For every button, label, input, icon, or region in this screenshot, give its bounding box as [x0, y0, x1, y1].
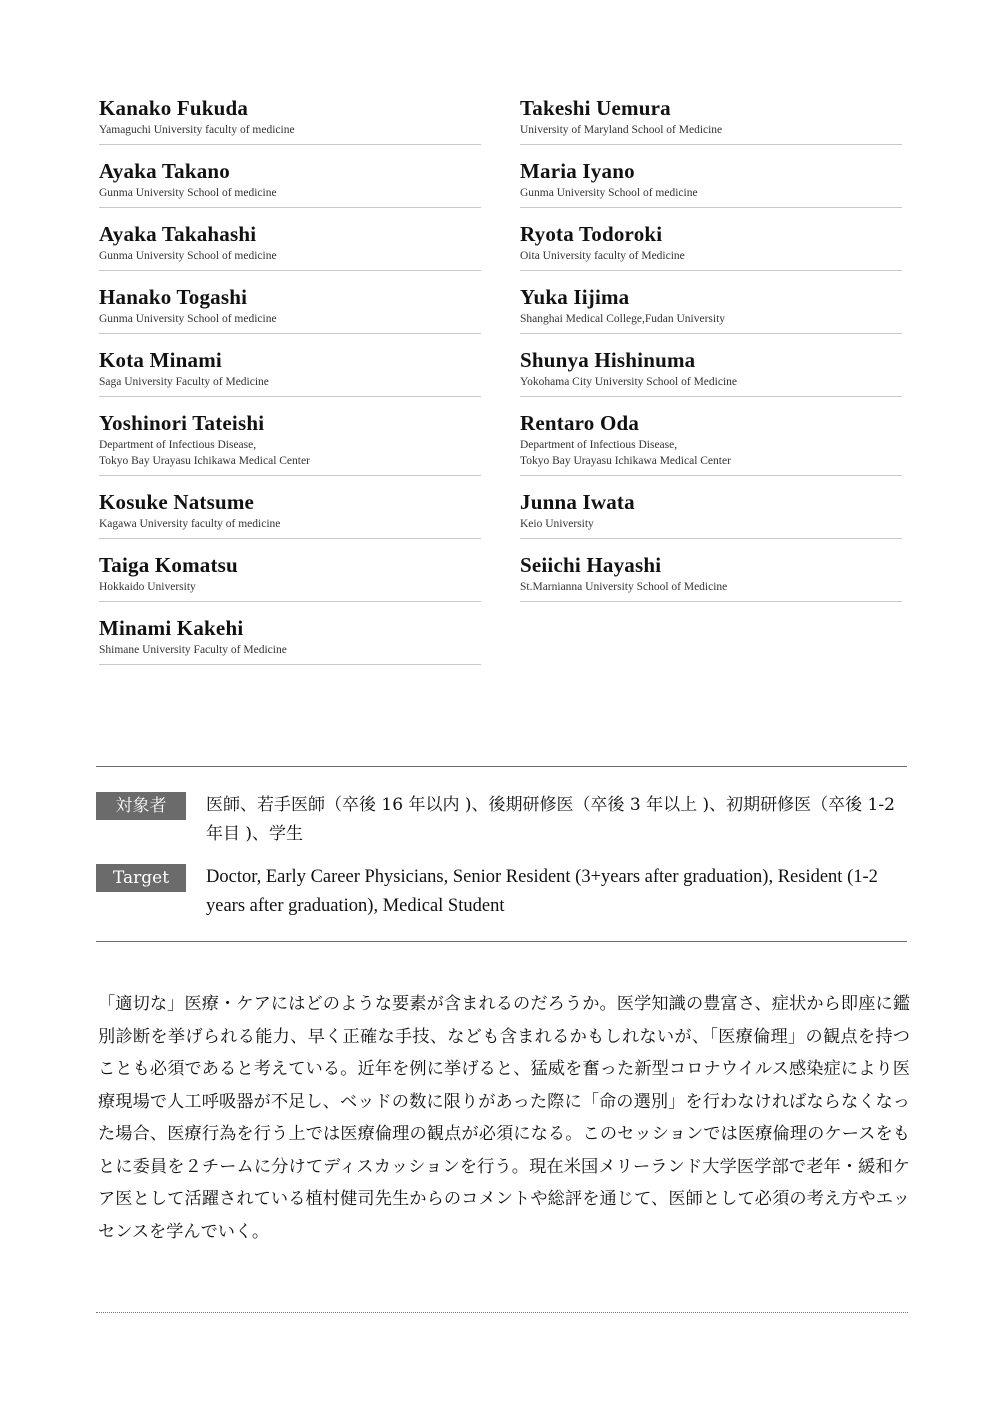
member-entry — [520, 488, 902, 539]
member-affiliation: Yokohama City University School of Medicine — [520, 376, 737, 388]
member-entry — [99, 94, 481, 145]
member-affiliation: Oita University faculty of Medicine — [520, 250, 685, 262]
member-name: Ayaka Takahashi — [99, 222, 257, 246]
member-affiliation: University of Maryland School of Medicine — [520, 124, 723, 136]
member-name: Ayaka Takano — [99, 159, 230, 183]
member-name: Kosuke Natsume — [99, 490, 255, 514]
target-section — [96, 766, 907, 942]
member-name: Kota Minami — [99, 348, 222, 372]
member-name: Takeshi Uemura — [520, 96, 671, 120]
member-name: Ryota Todoroki — [520, 222, 663, 246]
member-name: Taiga Komatsu — [99, 553, 238, 577]
member-affiliation: Keio University — [520, 518, 594, 530]
dotted-divider — [96, 1312, 908, 1313]
target-text-ja: 医師、若手医師（卒後 16 年以内 )、後期研修医（卒後 3 年以上 )、初期研修医（卒後 1-2 年目 )、学生 — [206, 795, 895, 844]
member-name: Shunya Hishinuma — [520, 348, 696, 372]
member-affiliation: Shimane University Faculty of Medicine — [99, 644, 287, 656]
member-name: Maria Iyano — [520, 159, 635, 183]
member-entry — [520, 94, 902, 145]
member-affiliation: St.Marnianna University School of Medicine — [520, 581, 728, 593]
member-entry — [520, 157, 902, 208]
member-name: Minami Kakehi — [99, 616, 244, 640]
member-entry — [520, 551, 902, 602]
member-entry — [99, 157, 481, 208]
member-affiliation: Gunma University School of medicine — [520, 187, 698, 199]
target-row-ja — [96, 791, 907, 849]
target-label-en: Target — [96, 864, 186, 892]
session-description: 「適切な」医療・ケアにはどのような要素が含まれるのだろうか。医学知識の豊富さ、症状から即座に鑑別診断を挙げられる能力、早く正確な手技、なども含まれるかもしれないが、「医療倫理」の観点を持つことも必須であると考えている。近年を例に挙げると、猛威を奮った新型コロナウイルス感染症により医療現場で人工呼吸器が不足し、ベッドの数に限りがあった際に「命の選別」を行わなければならなくなった場合、医療行為を行う上では医療倫理の観点が必須になる。このセッションでは医療倫理のケースをもとに委員を２チームに分けてディスカッションを行う。現在米国メリーランド大学医学部で老年・緩和ケア医として活躍されている植村健司先生からのコメントや総評を通じて、医師として必須の考え方やエッセンスを学んでいく。 — [98, 994, 910, 1242]
member-name: Yoshinori Tateishi — [99, 411, 265, 435]
member-affiliation: Shanghai Medical College,Fudan University — [520, 313, 726, 325]
member-affiliation: Department of Infectious Disease, Tokyo Bay Urayasu Ichikawa Medical Center — [99, 439, 310, 467]
member-affiliation: Gunma University School of medicine — [99, 250, 277, 262]
member-entry — [99, 551, 481, 602]
target-row-en — [96, 863, 907, 921]
member-entry — [520, 220, 902, 271]
member-name: Seiichi Hayashi — [520, 553, 662, 577]
member-entry — [99, 488, 481, 539]
member-entry — [99, 283, 481, 334]
member-entry — [520, 409, 902, 476]
member-affiliation: Yamaguchi University faculty of medicine — [99, 124, 295, 136]
target-label-ja: 対象者 — [96, 792, 186, 820]
member-name: Yuka Iijima — [520, 285, 630, 309]
member-entry — [520, 346, 902, 397]
member-entry — [99, 346, 481, 397]
member-entry — [99, 614, 481, 665]
member-affiliation: Hokkaido University — [99, 581, 196, 593]
member-affiliation: Kagawa University faculty of medicine — [99, 518, 281, 530]
member-name: Hanako Togashi — [99, 285, 248, 309]
member-entry — [99, 220, 481, 271]
member-affiliation: Saga University Faculty of Medicine — [99, 376, 269, 388]
member-name: Kanako Fukuda — [99, 96, 249, 120]
members-column-left — [99, 94, 481, 677]
member-entry — [99, 409, 481, 476]
member-affiliation: Gunma University School of medicine — [99, 187, 277, 199]
members-column-right — [520, 94, 902, 614]
target-text-en: Doctor, Early Career Physicians, Senior Resident (3+years after graduation), Resident (1-2 years after graduation), Medical Student — [206, 867, 878, 916]
member-name: Junna Iwata — [520, 490, 635, 514]
member-name: Rentaro Oda — [520, 411, 640, 435]
member-entry — [520, 283, 902, 334]
member-affiliation: Gunma University School of medicine — [99, 313, 277, 325]
member-affiliation: Department of Infectious Disease, Tokyo Bay Urayasu Ichikawa Medical Center — [520, 439, 731, 467]
